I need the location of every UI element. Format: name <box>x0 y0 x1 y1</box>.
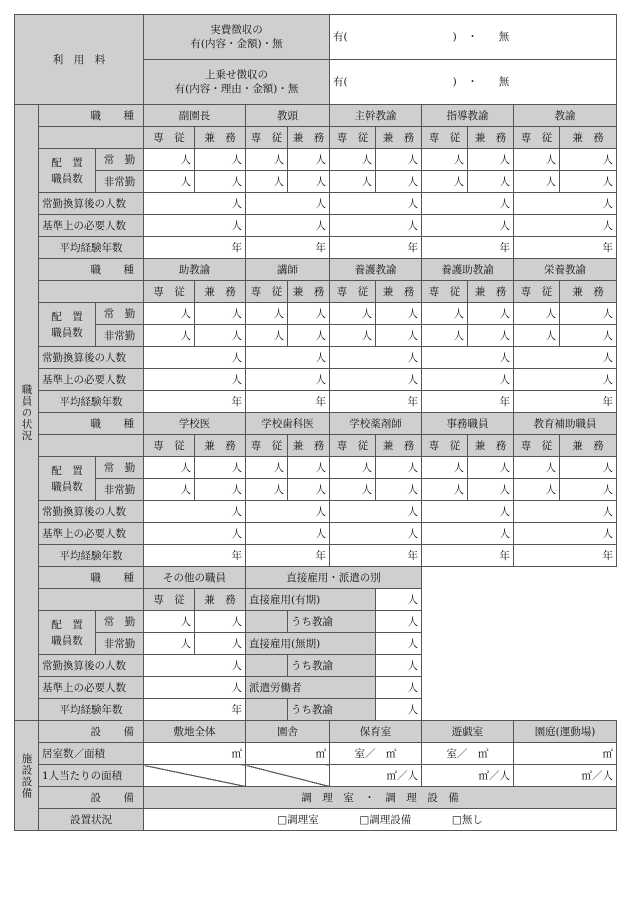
count-cell[interactable]: 人 <box>330 457 376 479</box>
count-cell[interactable]: 人 <box>288 325 330 347</box>
required-cell[interactable]: 人 <box>144 523 246 545</box>
job-title: 事務職員 <box>422 413 514 435</box>
facility-column: 園庭(運動場) <box>514 721 617 743</box>
years-cell[interactable]: 年 <box>246 545 330 567</box>
count-cell[interactable]: 人 <box>376 479 422 501</box>
concurrent-label: 兼 務 <box>376 281 422 303</box>
install-status-options <box>144 809 617 831</box>
fte-cell[interactable]: 人 <box>514 347 617 369</box>
fte-cell[interactable]: 人 <box>422 193 514 215</box>
count-cell[interactable]: 人 <box>376 677 422 699</box>
dispatched-label: 派遣労働者 <box>246 677 376 699</box>
count-cell[interactable]: 人 <box>560 457 617 479</box>
count-cell[interactable]: 人 <box>422 303 468 325</box>
count-cell[interactable]: 人 <box>468 149 514 171</box>
required-cell[interactable]: 人 <box>144 369 246 391</box>
avg-years-label: 平均経験年数 <box>39 545 144 567</box>
count-cell[interactable]: 人 <box>246 457 288 479</box>
equipment-label: 設 備 <box>39 721 144 743</box>
room-area-cell[interactable]: 室／ ㎡ <box>422 743 514 765</box>
count-cell[interactable]: 人 <box>422 149 468 171</box>
count-cell[interactable]: 人 <box>376 589 422 611</box>
exclusive-label: 専 従 <box>330 127 376 149</box>
count-cell[interactable]: 人 <box>246 303 288 325</box>
exclusive-label: 専 従 <box>144 435 195 457</box>
placement-label: 配 置 職員数 <box>39 611 96 655</box>
required-cell[interactable]: 人 <box>144 677 246 699</box>
count-cell[interactable]: 人 <box>246 171 288 193</box>
count-cell[interactable]: 人 <box>144 149 195 171</box>
diagonal-cell <box>144 765 246 787</box>
count-cell[interactable]: 人 <box>560 171 617 193</box>
facility-section-label: 施設設備 <box>15 721 39 831</box>
job-title: 教育補助職員 <box>514 413 617 435</box>
required-cell[interactable]: 人 <box>422 215 514 237</box>
required-cell[interactable]: 人 <box>514 369 617 391</box>
required-cell[interactable]: 人 <box>422 369 514 391</box>
required-label: 基準上の必要人数 <box>39 215 144 237</box>
parttime-label: 非常勤 <box>96 479 144 501</box>
facility-column: 保育室 <box>330 721 422 743</box>
exclusive-label: 専 従 <box>144 281 195 303</box>
count-cell[interactable]: 人 <box>195 633 246 655</box>
required-cell[interactable]: 人 <box>330 215 422 237</box>
fte-label: 常勤換算後の人数 <box>39 655 144 677</box>
job-title: 学校医 <box>144 413 246 435</box>
exclusive-label: 専 従 <box>514 281 560 303</box>
fulltime-label: 常 勤 <box>96 149 144 171</box>
count-cell[interactable]: 人 <box>376 171 422 193</box>
diagonal-cell <box>246 765 330 787</box>
concurrent-label: 兼 務 <box>288 435 330 457</box>
concurrent-label: 兼 務 <box>288 281 330 303</box>
per-person-cell[interactable]: ㎡／人 <box>514 765 617 787</box>
count-cell[interactable]: 人 <box>246 479 288 501</box>
avg-years-label: 平均経験年数 <box>39 699 144 721</box>
fte-label: 常勤換算後の人数 <box>39 501 144 523</box>
count-cell[interactable]: 人 <box>144 325 195 347</box>
parttime-label: 非常勤 <box>96 325 144 347</box>
facility-column: 遊戯室 <box>422 721 514 743</box>
count-cell[interactable]: 人 <box>376 325 422 347</box>
count-cell[interactable]: 人 <box>376 149 422 171</box>
install-status-label: 設置状況 <box>39 809 144 831</box>
placement-label: 配 置 職員数 <box>39 303 96 347</box>
years-cell[interactable]: 年 <box>422 545 514 567</box>
count-cell[interactable]: 人 <box>195 457 246 479</box>
concurrent-label: 兼 務 <box>468 127 514 149</box>
count-cell[interactable]: 人 <box>195 171 246 193</box>
required-cell[interactable]: 人 <box>246 369 330 391</box>
concurrent-label: 兼 務 <box>195 435 246 457</box>
job-type-label: 職 種 <box>39 259 144 281</box>
placement-label: 配 置 職員数 <box>39 457 96 501</box>
fte-cell[interactable]: 人 <box>144 347 246 369</box>
required-cell[interactable]: 人 <box>330 369 422 391</box>
job-title: 学校薬剤師 <box>330 413 422 435</box>
concurrent-label: 兼 務 <box>195 127 246 149</box>
count-cell[interactable]: 人 <box>195 325 246 347</box>
job-title: 教諭 <box>514 105 617 127</box>
count-cell[interactable]: 人 <box>514 303 560 325</box>
area-cell[interactable]: ㎡ <box>144 743 246 765</box>
count-cell[interactable]: 人 <box>376 699 422 721</box>
job-title: 栄養教諭 <box>514 259 617 281</box>
count-cell[interactable]: 人 <box>514 149 560 171</box>
required-cell[interactable]: 人 <box>514 523 617 545</box>
count-cell[interactable]: 人 <box>330 149 376 171</box>
kitchen-header: 調 理 室 ・ 調 理 設 備 <box>144 787 617 809</box>
room-area-cell[interactable]: 室／ ㎡ <box>330 743 422 765</box>
of-which-teachers-label: うち教諭 <box>288 655 376 677</box>
avg-years-label: 平均経験年数 <box>39 237 144 259</box>
years-cell[interactable]: 年 <box>514 237 617 259</box>
fte-cell[interactable]: 人 <box>422 347 514 369</box>
job-title: 指導教諭 <box>422 105 514 127</box>
job-title: 学校歯科医 <box>246 413 330 435</box>
count-cell[interactable]: 人 <box>422 171 468 193</box>
concurrent-label: 兼 務 <box>376 435 422 457</box>
fte-cell[interactable]: 人 <box>422 501 514 523</box>
count-cell[interactable]: 人 <box>376 457 422 479</box>
job-title: その他の職員 <box>144 567 246 589</box>
fte-cell[interactable]: 人 <box>514 501 617 523</box>
exclusive-label: 専 従 <box>514 435 560 457</box>
count-cell[interactable]: 人 <box>468 325 514 347</box>
direct-fixed-label: 直接雇用(有期) <box>246 589 376 611</box>
count-cell[interactable]: 人 <box>195 303 246 325</box>
count-cell[interactable]: 人 <box>144 611 195 633</box>
count-cell[interactable]: 人 <box>560 479 617 501</box>
count-cell[interactable]: 人 <box>560 303 617 325</box>
exclusive-label: 専 従 <box>144 127 195 149</box>
surcharge-fee-label: 上乗せ徴収の 有(内容・理由・金額)・無 <box>144 60 330 105</box>
area-cell[interactable]: ㎡ <box>514 743 617 765</box>
years-cell[interactable]: 年 <box>422 237 514 259</box>
years-cell[interactable]: 年 <box>422 391 514 413</box>
exclusive-label: 専 従 <box>422 281 468 303</box>
of-which-teachers-label: うち教諭 <box>288 699 376 721</box>
count-cell[interactable]: 人 <box>195 479 246 501</box>
fulltime-label: 常 勤 <box>96 611 144 633</box>
fte-cell[interactable]: 人 <box>514 193 617 215</box>
years-cell[interactable]: 年 <box>246 237 330 259</box>
exclusive-label: 専 従 <box>422 435 468 457</box>
exclusive-label: 専 従 <box>144 589 195 611</box>
years-cell[interactable]: 年 <box>514 391 617 413</box>
required-cell[interactable]: 人 <box>422 523 514 545</box>
per-person-cell[interactable]: ㎡／人 <box>330 765 422 787</box>
required-cell[interactable]: 人 <box>514 215 617 237</box>
job-type-label: 職 種 <box>39 567 144 589</box>
count-cell[interactable]: 人 <box>330 325 376 347</box>
per-person-cell[interactable]: ㎡／人 <box>422 765 514 787</box>
placement-label: 配 置 職員数 <box>39 149 96 193</box>
equipment-checkbox[interactable]: □調理設備 <box>359 813 412 826</box>
count-cell[interactable]: 人 <box>422 479 468 501</box>
facility-column: 敷地全体 <box>144 721 246 743</box>
staff-section-label: 職員の状況 <box>15 105 39 721</box>
concurrent-label: 兼 務 <box>468 435 514 457</box>
fte-cell[interactable]: 人 <box>246 501 330 523</box>
years-cell[interactable]: 年 <box>330 391 422 413</box>
count-cell[interactable]: 人 <box>468 479 514 501</box>
fte-cell[interactable]: 人 <box>246 347 330 369</box>
avg-years-label: 平均経験年数 <box>39 391 144 413</box>
count-cell[interactable]: 人 <box>560 325 617 347</box>
exclusive-label: 専 従 <box>246 127 288 149</box>
required-cell[interactable]: 人 <box>246 215 330 237</box>
fte-cell[interactable]: 人 <box>246 193 330 215</box>
fte-cell[interactable]: 人 <box>144 655 246 677</box>
fte-label: 常勤換算後の人数 <box>39 193 144 215</box>
area-per-person-label: 1人当たりの面積 <box>39 765 144 787</box>
count-cell[interactable]: 人 <box>144 303 195 325</box>
fulltime-label: 常 勤 <box>96 303 144 325</box>
fte-cell[interactable]: 人 <box>330 501 422 523</box>
job-type-label: 職 種 <box>39 413 144 435</box>
required-cell[interactable]: 人 <box>246 523 330 545</box>
count-cell[interactable]: 人 <box>560 149 617 171</box>
area-cell[interactable]: ㎡ <box>246 743 330 765</box>
count-cell[interactable]: 人 <box>514 479 560 501</box>
concurrent-label: 兼 務 <box>376 127 422 149</box>
years-cell[interactable]: 年 <box>514 545 617 567</box>
concurrent-label: 兼 務 <box>468 281 514 303</box>
facility-report-form <box>14 14 617 831</box>
years-cell[interactable]: 年 <box>330 545 422 567</box>
count-cell[interactable]: 人 <box>330 303 376 325</box>
required-cell[interactable]: 人 <box>144 215 246 237</box>
count-cell[interactable]: 人 <box>144 171 195 193</box>
fte-cell[interactable]: 人 <box>330 347 422 369</box>
job-title: 講師 <box>246 259 330 281</box>
count-cell[interactable]: 人 <box>288 149 330 171</box>
parttime-label: 非常勤 <box>96 171 144 193</box>
count-cell[interactable]: 人 <box>288 303 330 325</box>
count-cell[interactable]: 人 <box>246 149 288 171</box>
count-cell[interactable]: 人 <box>144 479 195 501</box>
count-cell[interactable]: 人 <box>468 457 514 479</box>
count-cell[interactable]: 人 <box>514 325 560 347</box>
rooms-area-label: 居室数／面積 <box>39 743 144 765</box>
count-cell[interactable]: 人 <box>376 611 422 633</box>
employment-header: 直接雇用・派遣の別 <box>246 567 422 589</box>
concurrent-label: 兼 務 <box>195 281 246 303</box>
job-title: 養護助教諭 <box>422 259 514 281</box>
count-cell[interactable]: 人 <box>330 479 376 501</box>
count-cell[interactable]: 人 <box>514 457 560 479</box>
count-cell[interactable]: 人 <box>468 303 514 325</box>
count-cell[interactable]: 人 <box>422 325 468 347</box>
count-cell[interactable]: 人 <box>288 171 330 193</box>
job-title: 教頭 <box>246 105 330 127</box>
exclusive-label: 専 従 <box>246 435 288 457</box>
job-title: 主幹教諭 <box>330 105 422 127</box>
job-title: 副園長 <box>144 105 246 127</box>
exclusive-label: 専 従 <box>422 127 468 149</box>
count-cell[interactable]: 人 <box>376 303 422 325</box>
concurrent-label: 兼 務 <box>195 589 246 611</box>
fte-cell[interactable]: 人 <box>330 193 422 215</box>
actual-fee-label: 実費徴収の 有(内容・金額)・無 <box>144 15 330 60</box>
of-which-teachers-label: うち教諭 <box>288 611 376 633</box>
fte-label: 常勤換算後の人数 <box>39 347 144 369</box>
fulltime-label: 常 勤 <box>96 457 144 479</box>
years-cell[interactable]: 年 <box>144 237 246 259</box>
surcharge-fee-value[interactable]: 有( ) ・ 無 <box>330 60 617 105</box>
exclusive-label: 専 従 <box>514 127 560 149</box>
concurrent-label: 兼 務 <box>288 127 330 149</box>
actual-fee-value[interactable]: 有( ) ・ 無 <box>330 15 617 60</box>
concurrent-label: 兼 務 <box>560 127 617 149</box>
count-cell[interactable]: 人 <box>514 171 560 193</box>
fte-cell[interactable]: 人 <box>144 501 246 523</box>
count-cell[interactable]: 人 <box>246 325 288 347</box>
fee-label: 利 用 料 <box>15 15 144 105</box>
parttime-label: 非常勤 <box>96 633 144 655</box>
exclusive-label: 専 従 <box>246 281 288 303</box>
count-cell[interactable]: 人 <box>288 479 330 501</box>
years-cell[interactable]: 年 <box>144 545 246 567</box>
facility-column: 園舎 <box>246 721 330 743</box>
required-label: 基準上の必要人数 <box>39 523 144 545</box>
count-cell[interactable]: 人 <box>144 457 195 479</box>
count-cell[interactable]: 人 <box>330 171 376 193</box>
direct-indefinite-label: 直接雇用(無期) <box>246 633 376 655</box>
count-cell[interactable]: 人 <box>288 457 330 479</box>
count-cell[interactable]: 人 <box>468 171 514 193</box>
job-title: 助教諭 <box>144 259 246 281</box>
years-cell[interactable]: 年 <box>144 391 246 413</box>
years-cell[interactable]: 年 <box>144 699 246 721</box>
exclusive-label: 専 従 <box>330 435 376 457</box>
years-cell[interactable]: 年 <box>330 237 422 259</box>
equipment-label: 設 備 <box>39 787 144 809</box>
count-cell[interactable]: 人 <box>422 457 468 479</box>
count-cell[interactable]: 人 <box>195 611 246 633</box>
count-cell[interactable]: 人 <box>376 655 422 677</box>
concurrent-label: 兼 務 <box>560 435 617 457</box>
job-title: 養護教諭 <box>330 259 422 281</box>
fte-cell[interactable]: 人 <box>144 193 246 215</box>
concurrent-label: 兼 務 <box>560 281 617 303</box>
required-label: 基準上の必要人数 <box>39 369 144 391</box>
count-cell[interactable]: 人 <box>376 633 422 655</box>
count-cell[interactable]: 人 <box>144 633 195 655</box>
job-type-label: 職 種 <box>39 105 144 127</box>
required-cell[interactable]: 人 <box>330 523 422 545</box>
exclusive-label: 専 従 <box>330 281 376 303</box>
years-cell[interactable]: 年 <box>246 391 330 413</box>
required-label: 基準上の必要人数 <box>39 677 144 699</box>
count-cell[interactable]: 人 <box>195 149 246 171</box>
none-checkbox[interactable]: □無し <box>451 813 483 826</box>
kitchen-checkbox[interactable]: □調理室 <box>277 813 319 826</box>
